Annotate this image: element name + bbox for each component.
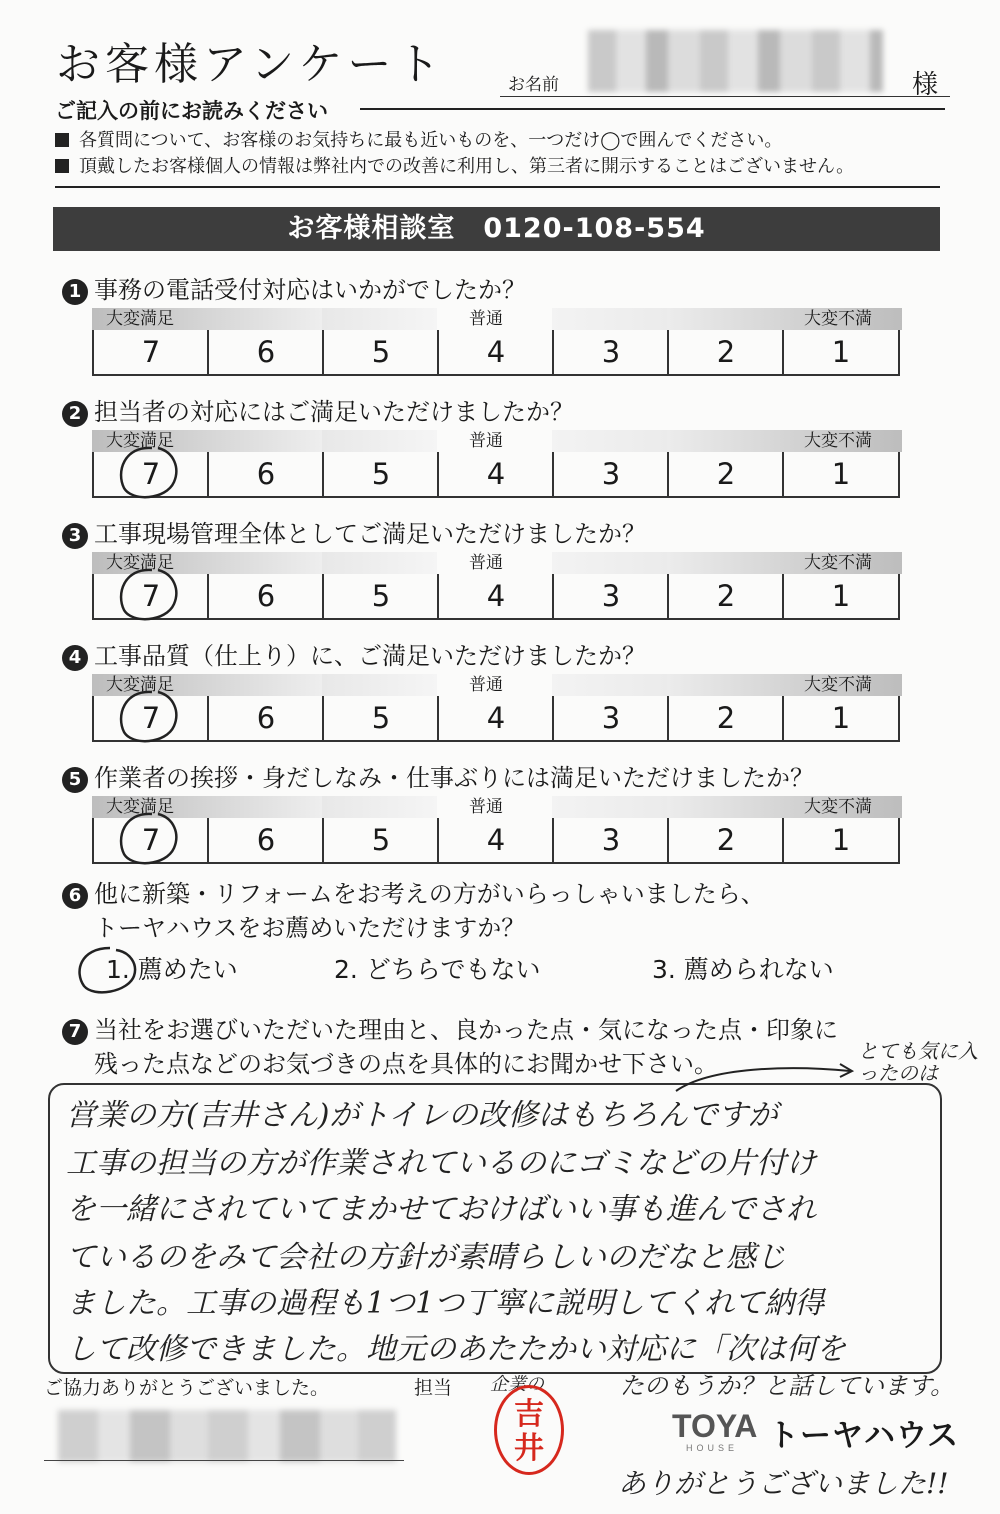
question-number-icon: 6 (62, 883, 88, 909)
scale-shade-bar (322, 674, 437, 696)
rating-option-7[interactable]: 7 (92, 818, 208, 864)
rating-option-6[interactable]: 6 (207, 818, 323, 864)
rating-scale (92, 552, 902, 620)
rating-option-2[interactable]: 2 (667, 330, 783, 376)
handwritten-line: を一緒にされていてまかせておけばいい事も進んでされ (66, 1192, 816, 1227)
rating-option-5[interactable]: 5 (322, 330, 438, 376)
handwritten-line: 営業の方(吉井さん)がトイレの改修はもちろんですが (66, 1098, 778, 1133)
signature-redacted (58, 1410, 396, 1462)
page-title: お客様アンケート (56, 39, 446, 90)
scale-shade-bar (322, 430, 437, 452)
rating-option-2[interactable]: 2 (667, 696, 783, 742)
label-very-satisfied: 大変満足 (106, 309, 174, 329)
rating-option-1[interactable]: 1 (782, 574, 900, 620)
svg-text:HOUSE: HOUSE (686, 1443, 739, 1453)
rating-option-7[interactable]: 7 (92, 574, 208, 620)
contact-banner: お客様相談室 0120-108-554 (53, 207, 940, 251)
handwritten-line: 工事の担当の方が作業されているのにゴミなどの片付け (66, 1146, 816, 1181)
question-5-title: 5 作業者の挨拶・身だしなみ・仕事ぶりには満足いただけましたか？ (62, 758, 814, 793)
rating-option-2[interactable]: 2 (667, 574, 783, 620)
handwritten-closing: ありがとうございました!! (618, 1467, 949, 1500)
label-very-dissatisfied: 大変不満 (804, 553, 872, 573)
question-3-title: 3 工事現場管理全体としてご満足いただけましたか？ (62, 514, 646, 549)
rating-scale (92, 674, 902, 742)
label-neutral: 普通 (469, 797, 503, 817)
question-6-title-cont: トーヤハウスをお薦めいただけますか？ (94, 914, 526, 942)
selection-circle-icon (110, 686, 190, 752)
rating-option-3[interactable]: 3 (552, 818, 668, 864)
rating-option-6[interactable]: 6 (207, 574, 323, 620)
rating-option-1[interactable]: 1 (782, 696, 900, 742)
scale-shade-bar (322, 796, 437, 818)
staff-seal-stamp: 吉井 (494, 1385, 564, 1475)
rating-scale (92, 430, 902, 498)
customer-name-redacted (588, 30, 883, 92)
rating-option-6[interactable]: 6 (207, 696, 323, 742)
label-neutral: 普通 (469, 431, 503, 451)
label-very-satisfied: 大変満足 (106, 553, 174, 573)
selection-circle-icon (110, 564, 190, 630)
name-label: お名前 (508, 75, 559, 95)
rating-option-4[interactable]: 4 (437, 696, 553, 742)
rating-option-1[interactable]: 1 (782, 330, 900, 376)
rating-option-7[interactable]: 7 (92, 330, 208, 376)
instructions-heading: ご記入の前にお読みください (55, 99, 328, 123)
option-recommend[interactable]: 1. 薦めたい (106, 955, 238, 984)
scale-shade-bar (322, 552, 437, 574)
rating-option-5[interactable]: 5 (322, 574, 438, 620)
question-number-icon: 5 (62, 767, 88, 793)
question-4-title: 4 工事品質（仕上り）に、ご満足いただけましたか？ (62, 636, 646, 671)
question-1-title: 1 事務の電話受付対応はいかがでしたか？ (62, 270, 526, 305)
rating-option-3[interactable]: 3 (552, 696, 668, 742)
question-number-icon: 2 (62, 401, 88, 427)
instructions-list (55, 128, 854, 180)
rating-option-2[interactable]: 2 (667, 452, 783, 498)
rating-option-1[interactable]: 1 (782, 452, 900, 498)
name-field-line[interactable] (500, 96, 950, 97)
bullet-square-icon (55, 159, 69, 173)
question-number-icon: 1 (62, 279, 88, 305)
insert-arrow-icon (670, 1055, 860, 1095)
rating-option-5[interactable]: 5 (322, 452, 438, 498)
label-very-dissatisfied: 大変不満 (804, 797, 872, 817)
rating-scale (92, 796, 902, 864)
rating-option-6[interactable]: 6 (207, 330, 323, 376)
thanks-text: ご協力ありがとうございました。 (44, 1377, 330, 1399)
rating-option-2[interactable]: 2 (667, 818, 783, 864)
question-7-title-cont: 残った点などのお気づきの点を具体的にお聞かせ下さい。 (94, 1050, 718, 1078)
rating-option-3[interactable]: 3 (552, 452, 668, 498)
label-neutral: 普通 (469, 309, 503, 329)
rating-option-5[interactable]: 5 (322, 696, 438, 742)
handwritten-insert: とても気に入ったのは (858, 1039, 978, 1085)
handwritten-line: たのもうか？と話しています。 (620, 1372, 955, 1400)
scale-shade-bar (322, 308, 437, 330)
option-neutral[interactable]: 2. どちらでもない (334, 955, 541, 984)
bullet-square-icon (55, 133, 69, 147)
label-very-satisfied: 大変満足 (106, 797, 174, 817)
question-7-title: 7 当社をお選びいただいた理由と、良かった点・気になった点・印象に (62, 1010, 838, 1045)
selection-circle-icon (110, 442, 190, 508)
rating-scale (92, 308, 902, 376)
rating-option-1[interactable]: 1 (782, 818, 900, 864)
rating-option-3[interactable]: 3 (552, 330, 668, 376)
label-neutral: 普通 (469, 553, 503, 573)
option-not-recommend[interactable]: 3. 薦められない (652, 955, 834, 984)
signature-line (44, 1460, 404, 1461)
rating-option-4[interactable]: 4 (437, 452, 553, 498)
selection-circle-icon (110, 808, 190, 874)
rating-option-3[interactable]: 3 (552, 574, 668, 620)
label-very-dissatisfied: 大変不満 (804, 675, 872, 695)
instruction-item: 頂戴したお客様個人の情報は弊社内での改善に利用し、第三者に開示することはございません。 (55, 154, 854, 180)
question-number-icon: 4 (62, 645, 88, 671)
label-very-satisfied: 大変満足 (106, 431, 174, 451)
handwritten-margin-note: 企業の (490, 1374, 544, 1395)
divider (55, 186, 940, 188)
question-number-icon: 7 (62, 1019, 88, 1045)
selection-circle-icon (70, 942, 150, 1002)
question-2-title: 2 担当者の対応にはご満足いただけましたか？ (62, 392, 574, 427)
company-name: トーヤハウス (768, 1418, 960, 1454)
staff-label: 担当 (414, 1377, 453, 1399)
question-number-icon: 3 (62, 523, 88, 549)
handwritten-line: ているのをみて会社の方針が素晴らしいのだなと感じ (66, 1240, 786, 1275)
svg-text:TOYA: TOYA (672, 1408, 758, 1444)
label-very-satisfied: 大変満足 (106, 675, 174, 695)
honorific-label: 様 (912, 70, 939, 100)
rating-option-6[interactable]: 6 (207, 452, 323, 498)
handwritten-line: して改修できました。地元のあたたかい対応に「次は何を (66, 1332, 846, 1367)
label-very-dissatisfied: 大変不満 (804, 309, 872, 329)
handwritten-line: ました。工事の過程も1つ1つ丁寧に説明してくれて納得 (66, 1286, 825, 1321)
rating-option-4[interactable]: 4 (437, 574, 553, 620)
rating-option-7[interactable]: 7 (92, 696, 208, 742)
company-logo-icon (670, 1405, 770, 1455)
divider (360, 108, 945, 110)
instruction-item: 各質問について、お客様のお気持ちに最も近いものを、一つだけ◯で囲んでください。 (55, 128, 854, 154)
rating-option-4[interactable]: 4 (437, 818, 553, 864)
question-6-title: 6 他に新築・リフォームをお考えの方がいらっしゃいましたら、 (62, 874, 765, 909)
rating-option-5[interactable]: 5 (322, 818, 438, 864)
rating-option-4[interactable]: 4 (437, 330, 553, 376)
label-very-dissatisfied: 大変不満 (804, 431, 872, 451)
label-neutral: 普通 (469, 675, 503, 695)
rating-option-7[interactable]: 7 (92, 452, 208, 498)
